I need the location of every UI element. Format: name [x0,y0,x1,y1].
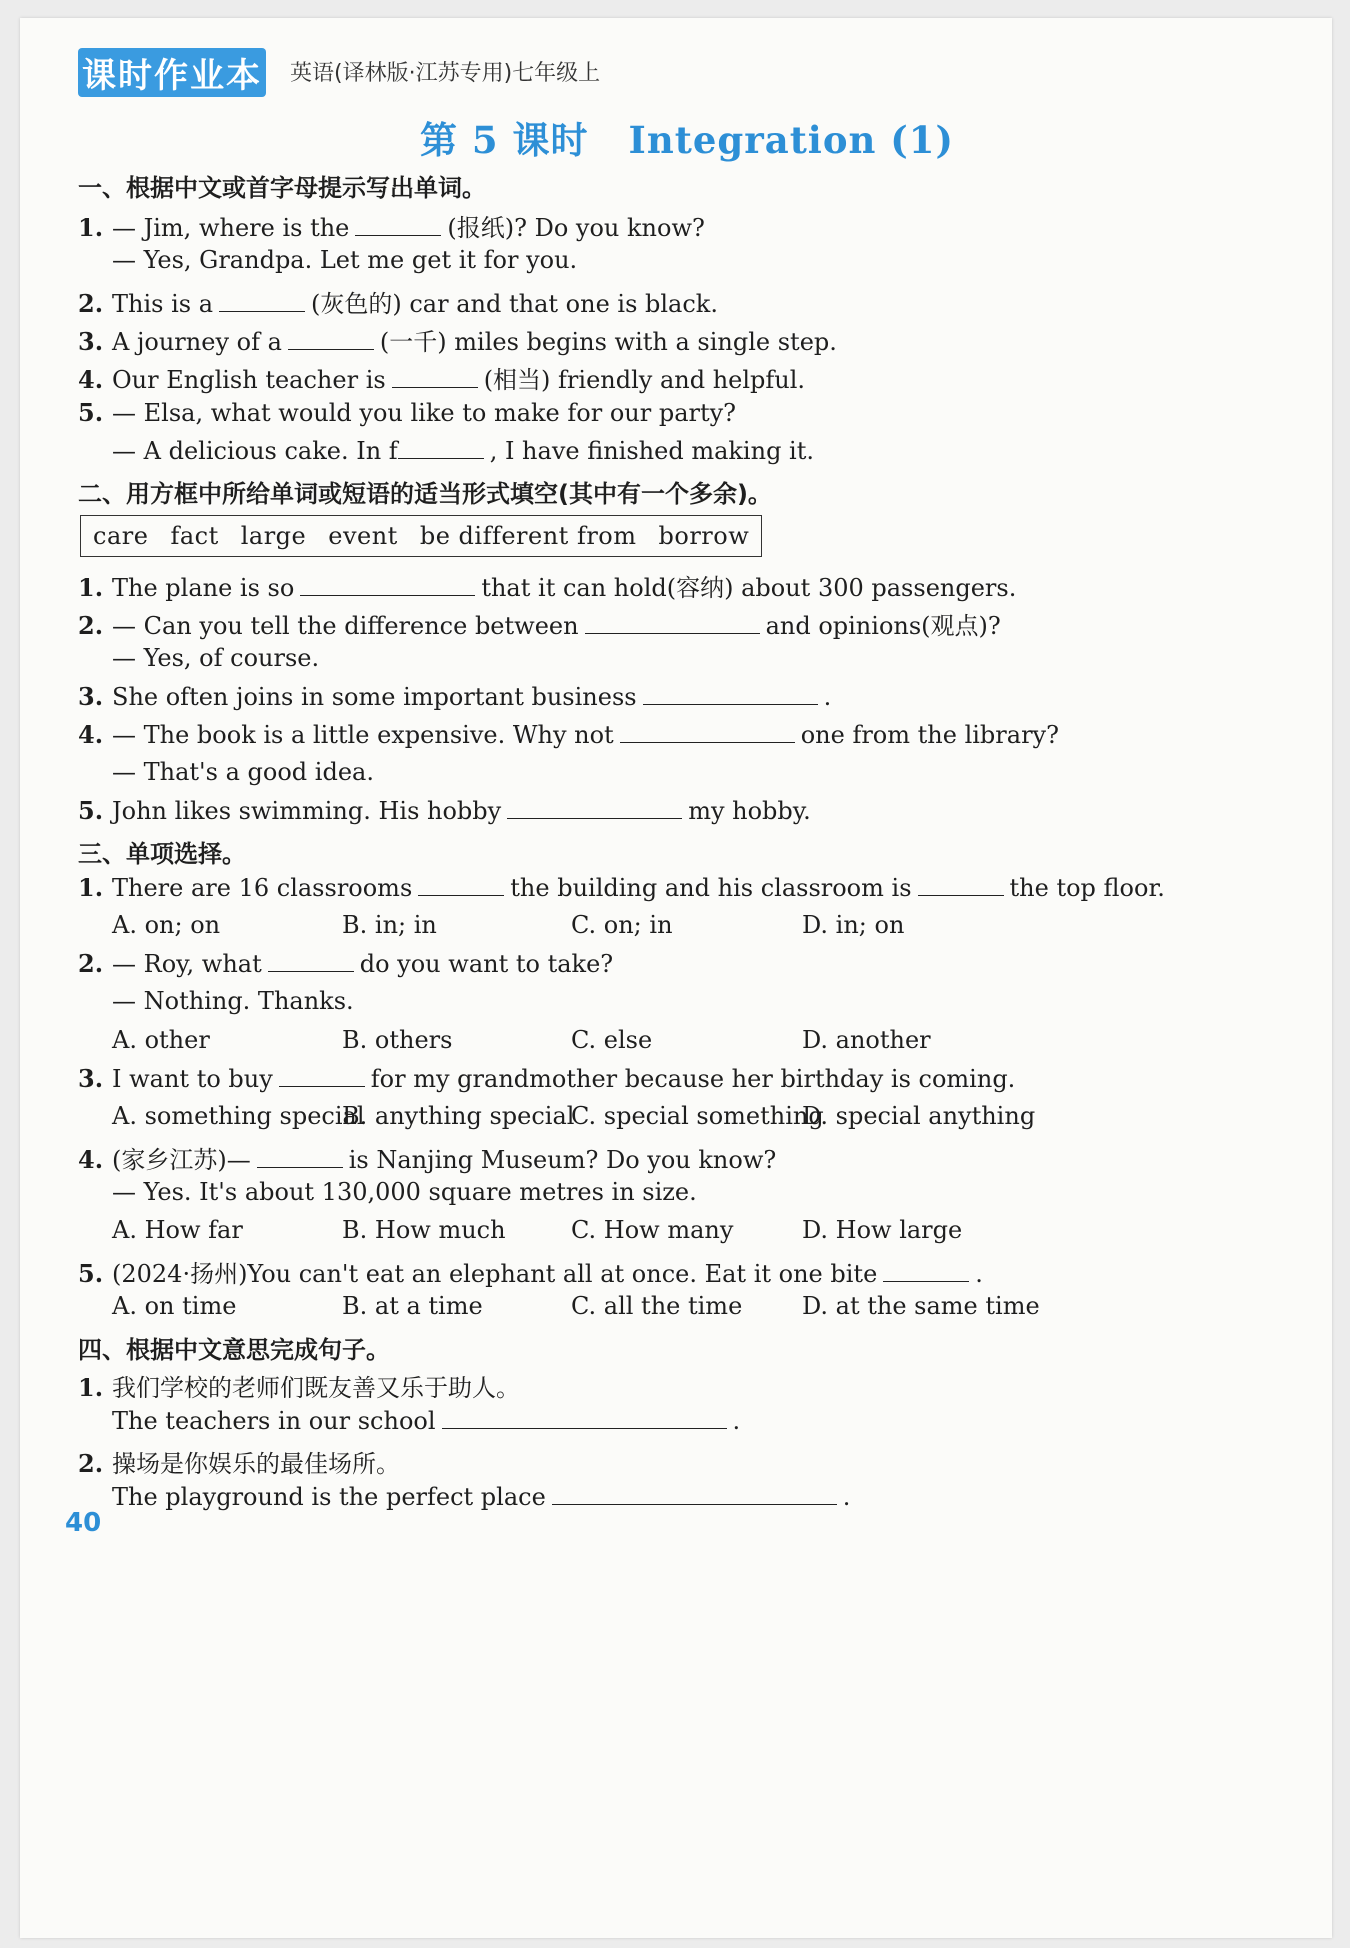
option-c[interactable]: C. on; in [571,911,673,939]
s3-q1: 1. There are 16 classrooms the building and his classroom is the top floor. [78,873,1165,902]
word-box-item: fact [170,522,219,550]
option-c[interactable]: C. else [571,1026,653,1054]
answer-blank[interactable] [300,573,475,596]
section3-heading: 三、单项选择。 [78,840,246,868]
s1-q3: 3. A journey of a (一千) miles begins with a single step. [78,327,837,356]
s3-q4-reply: — Yes. It's about 130,000 square metres in size. [112,1178,697,1206]
word-box-item: care [93,522,149,550]
answer-blank[interactable] [392,365,478,388]
s3-q5: 5. (2024·扬州)You can't eat an elephant all at once. Eat it one bite . [78,1259,983,1288]
s1-q4: 4. Our English teacher is (相当) friendly and helpful. [78,365,806,394]
section1-heading: 一、根据中文或首字母提示写出单词。 [78,174,486,202]
subject-line: 英语(译林版·江苏专用)七年级上 [290,61,601,86]
lesson-number: 第 5 课时 [420,118,589,162]
answer-blank[interactable] [219,289,305,312]
page-number: 40 [65,1508,102,1538]
answer-blank[interactable] [507,796,682,819]
answer-blank[interactable] [643,682,818,705]
option-d[interactable]: D. How large [802,1216,963,1244]
section4-heading: 四、根据中文意思完成句子。 [78,1336,390,1364]
option-a[interactable]: A. How far [112,1216,243,1244]
s4-q2-sentence: The playground is the perfect place . [112,1483,851,1511]
s3-q4: 4. (家乡江苏)— is Nanjing Museum? Do you know? [78,1145,777,1174]
s2-q5: 5. John likes swimming. His hobby my hobby. [78,796,811,825]
word-box [80,515,762,557]
s2-q2-reply: — Yes, of course. [112,644,320,672]
lesson-name: Integration (1) [628,118,955,162]
word-box-item: borrow [658,522,750,550]
word-box-item: event [328,522,398,550]
answer-blank[interactable] [585,611,760,634]
word-box-item: be different from [419,522,637,550]
answer-blank[interactable] [620,720,795,743]
s2-q4-reply: — That's a good idea. [112,758,374,786]
s3-q2: 2. — Roy, what do you want to take? [78,949,614,978]
answer-blank[interactable] [288,327,374,350]
option-a[interactable]: A. on; on [112,911,221,939]
s2-q1: 1. The plane is so that it can hold(容纳) about 300 passengers. [78,573,1017,602]
answer-blank[interactable] [355,213,441,236]
option-d[interactable]: D. another [802,1026,931,1054]
answer-blank[interactable] [268,949,354,972]
option-b[interactable]: B. anything special [342,1102,575,1130]
option-b[interactable]: B. others [342,1026,453,1054]
answer-blank[interactable] [398,436,484,459]
answer-blank[interactable] [918,873,1004,896]
brand-text: 课时作业本 [78,48,266,97]
option-a[interactable]: A. something special [112,1102,365,1130]
word-box-item: large [240,522,307,550]
s2-q4: 4. — The book is a little expensive. Why not one from the library? [78,720,1059,749]
s3-q2-reply: — Nothing. Thanks. [112,987,354,1015]
section2-heading: 二、用方框中所给单词或短语的适当形式填空(其中有一个多余)。 [78,480,772,508]
option-d[interactable]: D. special anything [802,1102,1036,1130]
s1-q2: 2. This is a (灰色的) car and that one is black. [78,289,718,318]
s1-q5: 5. — Elsa, what would you like to make for our party? [78,398,737,427]
answer-blank[interactable] [279,1064,365,1087]
s1-q1: 1. — Jim, where is the (报纸)? Do you know? [78,213,705,242]
s3-q3: 3. I want to buy for my grandmother because her birthday is coming. [78,1064,1016,1093]
s4-q1: 1. 我们学校的老师们既友善又乐于助人。 [78,1373,520,1402]
s2-q2: 2. — Can you tell the difference between and opinions(观点)? [78,611,1001,640]
s1-q5-reply: — A delicious cake. In f , I have finished making it. [112,437,815,465]
brand-logo [78,48,268,97]
answer-blank[interactable] [883,1259,969,1282]
option-b[interactable]: B. How much [342,1216,506,1244]
s1-q1-reply: — Yes, Grandpa. Let me get it for you. [112,246,578,274]
option-c[interactable]: C. all the time [571,1292,743,1320]
answer-blank[interactable] [257,1145,343,1168]
option-a[interactable]: A. on time [112,1292,237,1320]
s2-q3: 3. She often joins in some important business . [78,682,832,711]
option-d[interactable]: D. in; on [802,911,905,939]
option-b[interactable]: B. at a time [342,1292,483,1320]
s4-q1-sentence: The teachers in our school . [112,1407,741,1435]
answer-blank[interactable] [442,1406,727,1429]
answer-blank[interactable] [552,1482,837,1505]
option-a[interactable]: A. other [112,1026,210,1054]
s4-q2: 2. 操场是你娱乐的最佳场所。 [78,1449,400,1478]
answer-blank[interactable] [418,873,504,896]
page-title [420,110,954,164]
workbook-page [20,18,1332,1938]
option-b[interactable]: B. in; in [342,911,437,939]
option-d[interactable]: D. at the same time [802,1292,1040,1320]
option-c[interactable]: C. How many [571,1216,734,1244]
option-c[interactable]: C. special something [571,1102,824,1130]
